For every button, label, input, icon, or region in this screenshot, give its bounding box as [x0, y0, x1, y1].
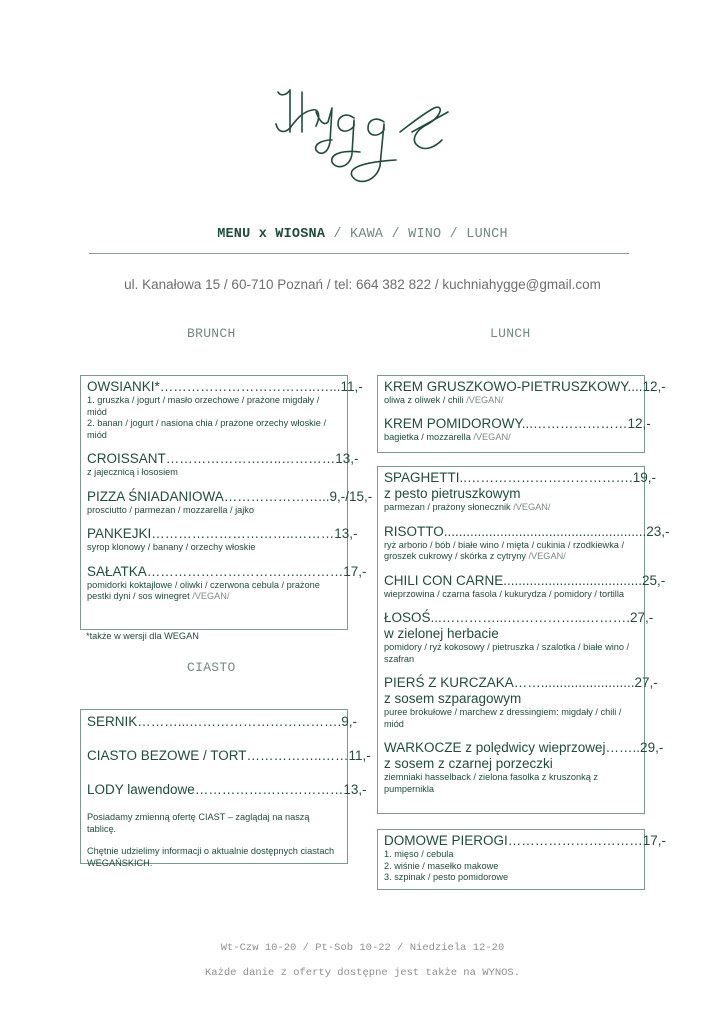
menu-item-desc-text: ryż arborio / bób / białe wino / mięta / cukinia / rzodkiewka / groszek cukrowy / skórka z cytryny: [384, 539, 625, 561]
menu-item-desc: 2. banan / jogurt / nasiona chia / prażone orzechy włoskie / miód: [87, 418, 327, 440]
top-nav: [0, 227, 725, 242]
menu-item-desc: ziemniaki hasselback / zielona fasolka z kruszonką z pumpernikla: [384, 772, 598, 794]
ciasto-title: CIASTO: [187, 660, 236, 675]
opening-hours: Wt-Czw 10-20 / Pt-Sob 10-22 / Niedziela 12-20: [220, 942, 505, 954]
menu-item-name: SPAGHETTI..……………………………….19,-: [384, 470, 657, 485]
lunch-mains-box: [377, 466, 670, 814]
menu-item-desc: [87, 580, 341, 603]
menu-item-name: CHILI CON CARNE.....................................25,-: [384, 572, 666, 588]
menu-item-desc: 2. wiśnie / masełko makowe: [384, 860, 499, 871]
menu-item-desc-text: pomidorki koktajlowe / oliwki / czerwona cebula / prażone pestki dyni / sos winegret: [87, 579, 320, 601]
brunch-box: [80, 375, 373, 630]
menu-item: [87, 563, 367, 603]
menu-item-desc-text: parmezan / prażony słonecznik: [384, 502, 514, 512]
menu-item-desc: [384, 432, 638, 444]
lunch-soups-box: [377, 375, 666, 453]
menu-item-name: DOMOWE PIEROGI…………………………17,-: [384, 833, 667, 848]
ciasto-box: [80, 709, 371, 868]
menu-item-name: KREM GRUSZKOWO-PIETRUSZKOWY....12,-: [384, 379, 666, 394]
menu-item-subtitle: z sosem szparagowym: [384, 691, 522, 706]
menu-item-name: KREM POMIDOROWY...…………………12,-: [384, 415, 651, 431]
menu-item: [87, 526, 358, 554]
nav-separator: /: [383, 227, 409, 242]
menu-item-desc: 1. gruszka / jogurt / masło orzechowe / prażone migdały / miód: [87, 395, 320, 417]
menu-item-name: PANKEJKI…………………………..………13,-: [87, 526, 358, 541]
menu-item-name: ŁOSOŚ...…………...……………...……….27,-: [384, 610, 654, 625]
menu-item: [384, 379, 666, 407]
menu-item-desc: prosciutto / parmezan / mozzarella / jajko: [87, 504, 254, 515]
nav-lunch[interactable]: LUNCH: [466, 227, 508, 242]
menu-item-desc: [384, 395, 638, 407]
menu-item-desc: [384, 540, 638, 563]
menu-item-name: PIERŚ Z KURCZAKA…….........................27,-: [384, 675, 658, 690]
vegan-tag: /VEGAN/: [192, 591, 230, 601]
menu-item: [384, 415, 651, 444]
menu-item-desc-text: bagietka / mozzarella: [384, 431, 474, 442]
menu-item: [384, 572, 666, 601]
menu-item: [384, 740, 664, 795]
menu-item: [87, 451, 359, 479]
nav-wino[interactable]: WINO: [408, 227, 442, 242]
menu-item-name: WARKOCZE z polędwicy wieprzowej……..29,-: [384, 740, 664, 755]
takeaway-note: Każde danie z oferty dostępne jest także na WYNOS.: [204, 967, 521, 979]
nav-kawa[interactable]: KAWA: [350, 227, 384, 242]
nav-separator: /: [325, 227, 351, 242]
menu-item: [87, 488, 373, 517]
pierogi-box: [377, 829, 667, 890]
cake-note: Chętnie udzielimy informacji o aktualnie dostępnych ciastach WEGAŃSKICH.: [87, 846, 335, 868]
menu-item-desc: z jajecznicą i łososiem: [87, 467, 178, 477]
contact-address: ul. Kanałowa 15 / 60-710 Poznań / tel: 664 382 822 / kuchniahygge@gmail.com: [124, 277, 601, 292]
vegan-tag: /VEGAN/: [513, 502, 551, 512]
lunch-title: LUNCH: [490, 326, 531, 341]
menu-item-desc: 1. mięso / cebula: [384, 849, 454, 859]
menu-item: [384, 470, 657, 514]
menu-item: [384, 523, 670, 563]
vegan-tag: /VEGAN/: [473, 431, 511, 442]
nav-menu-wiosna[interactable]: MENU x WIOSNA: [217, 227, 326, 242]
menu-item-desc: puree brokułowe / marchew z dressingiem: migdały / chili / miód: [384, 707, 622, 729]
cake-item: CIASTO BEZOWE / TORT……………..……11,-: [87, 748, 371, 763]
menu-item: [384, 610, 654, 665]
menu-item-subtitle: z pesto pietruszkowym: [384, 486, 521, 501]
cake-item: LODY lawendowe……………………………13,-: [87, 782, 367, 797]
menu-item: [384, 675, 658, 730]
nav-separator: /: [441, 227, 467, 242]
menu-item-desc: [384, 502, 638, 514]
menu-item-name: CROISSANT……………………..…………13,-: [87, 451, 359, 466]
brunch-footnote: *także w wersji dla WEGAN: [86, 631, 199, 641]
menu-item-subtitle: w zielonej herbacie: [384, 626, 499, 641]
menu-item-name: RISOTTO......................................................23,-: [384, 523, 670, 539]
menu-item-name: SAŁATKA……………………………..………17,-: [87, 563, 367, 579]
vegan-tag: /VEGAN/: [528, 551, 566, 561]
menu-item-desc: 3. szpinak / pesto pomidorowe: [384, 872, 509, 882]
brunch-title: BRUNCH: [187, 326, 236, 341]
menu-item-subtitle: z sosem z czarnej porzeczki: [384, 756, 553, 771]
cake-item: SERNIK………...…………………………….9,-: [87, 714, 358, 729]
menu-item-desc: pomidory / ryż kokosowy / pietruszka / szalotka / białe wino / szafran: [384, 642, 630, 664]
menu-item: [87, 379, 363, 441]
menu-item-desc: syrop klonowy / banany / orzechy włoskie: [87, 542, 256, 552]
hygge-logo: [272, 82, 452, 197]
cake-note: Posiadamy zmienną ofertę CIAST – zaglądaj na naszą tablicę.: [87, 812, 310, 834]
menu-item-desc: wieprzowina / czarna fasola / kukurydza / pomidory / tortilla: [384, 588, 624, 599]
header-divider: [89, 253, 629, 254]
menu-item-desc-text: oliwa z oliwek / chili: [384, 395, 467, 405]
menu-item-name: OWSIANKI*……………………………..…...11,-: [87, 379, 363, 394]
menu-item-name: PIZZA ŚNIADANIOWA…………………...9,-/15,-: [87, 488, 373, 504]
vegan-tag: /VEGAN/: [466, 395, 504, 405]
